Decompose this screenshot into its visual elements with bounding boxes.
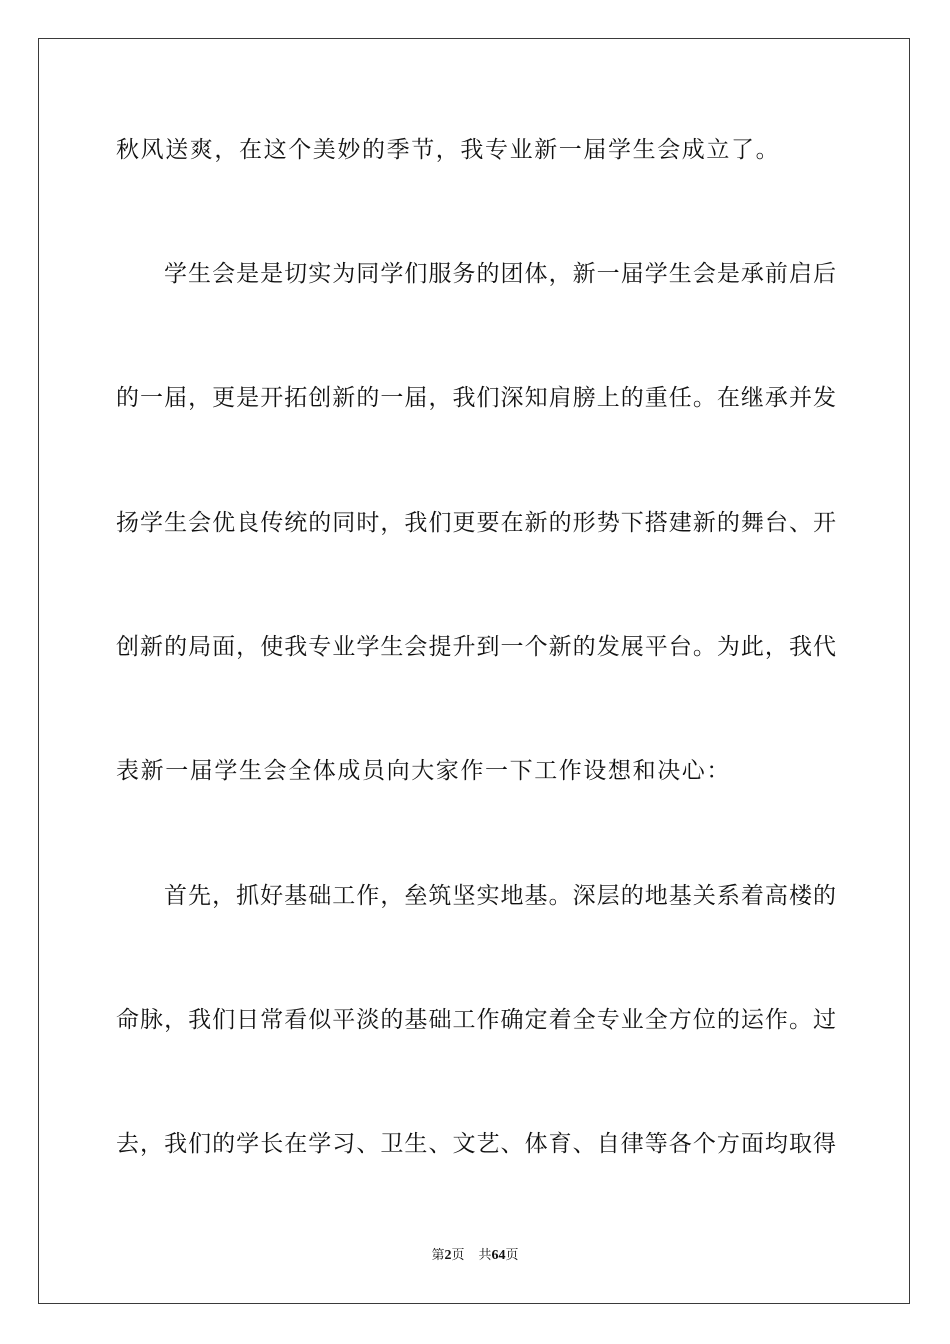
text-line: 扬学生会优良传统的同时，我们更要在新的形势下搭建新的舞台、开	[116, 510, 836, 536]
paragraph-first-line: 首先，抓好基础工作，垒筑坚实地基。深层的地基关系着高楼的	[164, 883, 836, 909]
page-footer	[0, 1247, 950, 1265]
text-line: 去，我们的学长在学习、卫生、文艺、体育、自律等各个方面均取得	[116, 1131, 836, 1157]
page-border	[38, 38, 910, 1304]
text-line: 创新的局面，使我专业学生会提升到一个新的发展平台。为此，我代	[116, 634, 836, 660]
page-label-suffix: 页	[451, 1248, 465, 1263]
total-label-suffix: 页	[505, 1248, 519, 1263]
page-number: 2	[444, 1248, 452, 1263]
text-line: 秋风送爽，在这个美妙的季节，我专业新一届学生会成立了。	[116, 137, 781, 163]
paragraph-first-line: 学生会是是切实为同学们服务的团体，新一届学生会是承前启后	[164, 261, 836, 287]
page-label-prefix: 第	[431, 1248, 445, 1263]
text-line: 的一届，更是开拓创新的一届，我们深知肩膀上的重任。在继承并发	[116, 385, 836, 411]
total-pages: 64	[491, 1248, 506, 1263]
total-label-prefix: 共	[478, 1248, 492, 1263]
text-line: 命脉，我们日常看似平淡的基础工作确定着全专业全方位的运作。过	[116, 1007, 836, 1033]
text-line: 表新一届学生会全体成员向大家作一下工作设想和决心：	[116, 758, 731, 784]
